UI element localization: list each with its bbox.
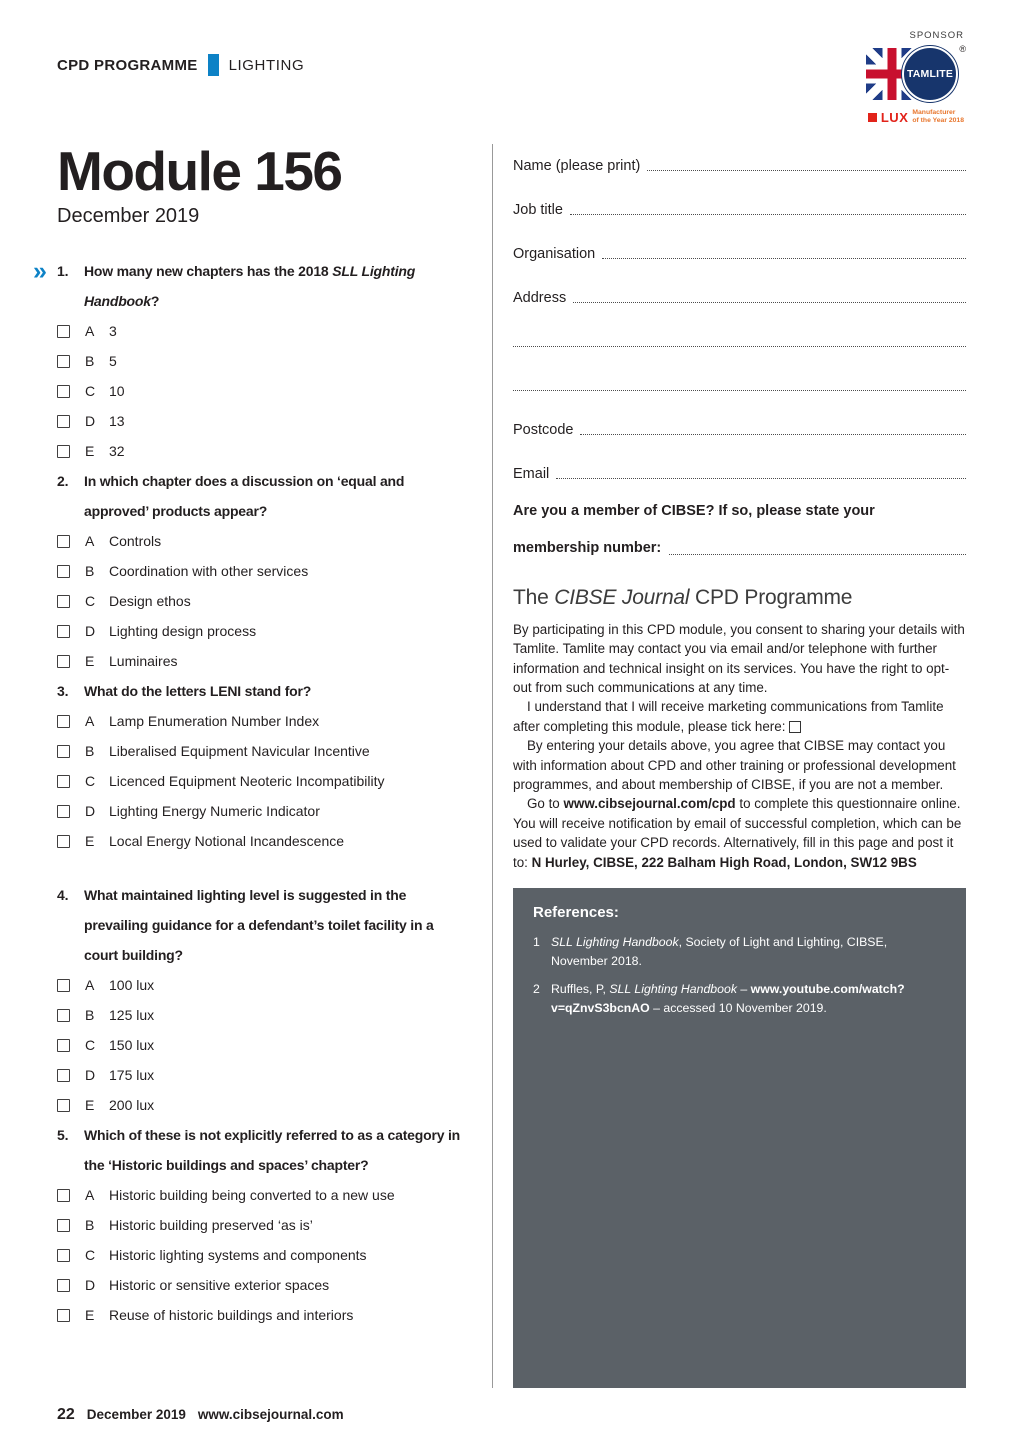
name-input-line[interactable] <box>647 169 966 171</box>
option-checkbox[interactable] <box>57 1309 70 1322</box>
answer-option[interactable] <box>57 616 477 646</box>
option-letter: C <box>85 1247 96 1263</box>
option-text: Lighting Energy Numeric Indicator <box>109 803 320 819</box>
organisation-field-label: Organisation <box>513 246 596 262</box>
reference-item <box>533 980 946 1018</box>
footer-url: www.cibsejournal.com <box>197 1407 344 1422</box>
answer-option[interactable] <box>57 376 477 406</box>
tamlite-wordmark: TAMLITE <box>902 46 958 102</box>
question-text: How many new chapters has the 2018 SLL Lighting Handbook? <box>84 263 416 309</box>
option-checkbox[interactable] <box>57 655 70 668</box>
job-title-input-line[interactable] <box>570 213 966 215</box>
option-checkbox[interactable] <box>57 1009 70 1022</box>
option-letter: C <box>85 383 96 399</box>
sponsor-label: SPONSOR <box>909 30 964 41</box>
question-number: 4. <box>57 887 69 903</box>
option-checkbox[interactable] <box>57 595 70 608</box>
organisation-field-row <box>513 218 966 262</box>
question-text: Which of these is not explicitly referred to as a category in the ‘Historic buildings and spaces’ chapter? <box>84 1127 461 1173</box>
address-input-line[interactable] <box>573 301 966 303</box>
answer-option[interactable] <box>57 1030 477 1060</box>
option-checkbox[interactable] <box>57 805 70 818</box>
option-checkbox[interactable] <box>57 835 70 848</box>
page-footer <box>57 1388 966 1424</box>
postcode-field-label: Postcode <box>513 422 574 438</box>
reference-number: 2 <box>533 982 540 997</box>
lux-award-line2: of the Year 2018 <box>912 117 964 125</box>
option-text: 5 <box>109 353 117 369</box>
option-text: Historic building preserved ‘as is’ <box>109 1217 313 1233</box>
option-letter: E <box>85 833 95 849</box>
option-letter: A <box>85 713 95 729</box>
form-column <box>493 144 966 1388</box>
question-2 <box>57 466 477 676</box>
answer-option[interactable] <box>57 406 477 436</box>
option-letter: C <box>85 1037 96 1053</box>
lux-award-text <box>912 109 964 125</box>
module-date: December 2019 <box>57 205 200 227</box>
option-letter: B <box>85 743 95 759</box>
question-number: 3. <box>57 683 69 699</box>
answer-option[interactable] <box>57 706 477 736</box>
contact-form <box>513 146 966 482</box>
references-panel <box>513 888 966 1388</box>
option-checkbox[interactable] <box>57 385 70 398</box>
option-text: 150 lux <box>109 1037 155 1053</box>
answer-option[interactable] <box>57 1060 477 1090</box>
option-checkbox[interactable] <box>57 1279 70 1292</box>
answer-option[interactable] <box>57 316 477 346</box>
name-field-row <box>513 146 966 174</box>
option-checkbox[interactable] <box>57 415 70 428</box>
option-letter: B <box>85 1217 95 1233</box>
answer-option[interactable] <box>57 1180 477 1210</box>
option-letter: E <box>85 443 95 459</box>
answer-option[interactable] <box>57 346 477 376</box>
cpd-paragraph-2: I understand that I will receive marketing communications from Tamlite after completing this module, please tick here: <box>513 699 944 734</box>
questions-column <box>33 140 477 1388</box>
email-field-row <box>513 438 966 482</box>
question-text: What maintained lighting level is suggested in the prevailing guidance for a defendant’s toilet facility in a court building? <box>84 887 434 963</box>
option-checkbox[interactable] <box>57 1249 70 1262</box>
organisation-input-line[interactable] <box>602 257 966 259</box>
cpd-paragraph-3: By entering your details above, you agree that CIBSE may contact you with information about CPD and other training or professional development programmes, and about membership of CIBSE, if you are not a member. <box>513 738 956 792</box>
option-text: 10 <box>109 383 125 399</box>
option-checkbox[interactable] <box>57 979 70 992</box>
question-text: What do the letters LENI stand for? <box>84 683 312 699</box>
cpd-programme-label: CPD PROGRAMME <box>57 56 198 74</box>
option-letter: A <box>85 1187 95 1203</box>
tick-here-checkbox[interactable] <box>789 721 801 733</box>
option-text: 125 lux <box>109 1007 155 1023</box>
option-checkbox[interactable] <box>57 535 70 548</box>
option-letter: D <box>85 413 96 429</box>
option-text: Historic lighting systems and components <box>109 1247 367 1263</box>
cpd-programme-heading: The CIBSE Journal CPD Programme <box>513 585 853 609</box>
option-text: Historic building being converted to a new use <box>109 1187 395 1203</box>
option-text: Local Energy Notional Incandescence <box>109 833 345 849</box>
option-text: 32 <box>109 443 125 459</box>
option-checkbox[interactable] <box>57 325 70 338</box>
option-text: Design ethos <box>109 593 191 609</box>
option-checkbox[interactable] <box>57 1099 70 1112</box>
question-text: In which chapter does a discussion on ‘equal and approved’ products appear? <box>84 473 405 519</box>
option-text: 200 lux <box>109 1097 155 1113</box>
option-checkbox[interactable] <box>57 715 70 728</box>
lux-brand: LUX <box>880 109 909 125</box>
question-2-head <box>57 466 477 526</box>
option-checkbox[interactable] <box>57 445 70 458</box>
option-letter: A <box>85 323 95 339</box>
option-letter: E <box>85 1097 95 1113</box>
page-number: 22 <box>57 1406 75 1423</box>
brand <box>57 54 304 76</box>
option-text: 175 lux <box>109 1067 155 1083</box>
option-text: Reuse of historic buildings and interiors <box>109 1307 354 1323</box>
option-text: Liberalised Equipment Navicular Incentive <box>109 743 370 759</box>
answer-option[interactable] <box>57 646 477 676</box>
option-checkbox[interactable] <box>57 745 70 758</box>
question-list <box>33 256 477 1330</box>
answer-option[interactable] <box>57 970 477 1000</box>
job-title-field-row <box>513 174 966 218</box>
address-field-row-2 <box>513 306 966 350</box>
answer-option[interactable] <box>57 736 477 766</box>
answer-option[interactable] <box>57 1090 477 1120</box>
lux-award-line1: Manufacturer <box>912 109 956 116</box>
option-text: Lamp Enumeration Number Index <box>109 713 320 729</box>
email-field-label: Email <box>513 466 550 482</box>
footer-date: December 2019 <box>86 1407 186 1422</box>
question-5 <box>57 1120 477 1330</box>
name-field-label: Name (please print) <box>513 158 641 174</box>
reference-text: SLL Lighting Handbook, Society of Light and Lighting, CIBSE, November 2018. <box>551 934 888 969</box>
answer-option[interactable] <box>57 436 477 466</box>
question-number: 5. <box>57 1127 69 1143</box>
content-columns <box>33 140 966 1388</box>
address-field-row <box>513 262 966 306</box>
option-letter: D <box>85 623 96 639</box>
email-input-line[interactable] <box>556 477 966 479</box>
postcode-input-line[interactable] <box>580 433 966 435</box>
job-title-field-label: Job title <box>513 202 563 218</box>
answer-option[interactable] <box>57 1270 477 1300</box>
option-checkbox[interactable] <box>57 1069 70 1082</box>
option-text: Licenced Equipment Neoteric Incompatibility <box>109 773 385 789</box>
option-text: Luminaires <box>109 653 178 669</box>
address-input-line-2[interactable] <box>513 345 966 347</box>
postcode-field-row <box>513 394 966 438</box>
question-1 <box>33 256 477 466</box>
chevron-icon: » <box>33 257 47 285</box>
answer-option[interactable] <box>57 766 477 796</box>
option-letter: B <box>85 353 95 369</box>
address-field-label: Address <box>513 290 567 306</box>
option-text: Lighting design process <box>109 623 257 639</box>
membership-number-input-line[interactable] <box>669 553 966 555</box>
membership-block <box>513 502 966 558</box>
answer-option[interactable] <box>57 1240 477 1270</box>
option-text: 13 <box>109 413 125 429</box>
cpd-programme-text <box>513 620 966 872</box>
option-letter: A <box>85 977 95 993</box>
option-letter: D <box>85 1277 96 1293</box>
answer-option[interactable] <box>57 556 477 586</box>
option-checkbox[interactable] <box>57 625 70 638</box>
option-text: 100 lux <box>109 977 155 993</box>
option-letter: D <box>85 1067 96 1083</box>
answer-option[interactable] <box>57 526 477 556</box>
option-text: Controls <box>109 533 162 549</box>
reference-item <box>533 933 946 971</box>
question-5-head <box>57 1120 477 1180</box>
answer-option[interactable] <box>57 826 477 856</box>
option-letter: E <box>85 653 95 669</box>
registered-mark: ® <box>959 44 966 54</box>
accent-bar <box>208 54 219 76</box>
answer-option[interactable] <box>57 796 477 826</box>
reference-text: Ruffles, P, SLL Lighting Handbook – www.youtube.com/watch?v=qZnvS3bcnAO – accessed 10 November 2019. <box>551 982 905 1016</box>
option-checkbox[interactable] <box>57 775 70 788</box>
option-text: Coordination with other services <box>109 563 309 579</box>
option-checkbox[interactable] <box>57 1219 70 1232</box>
question-4-head <box>57 880 477 970</box>
cpd-paragraph-1: By participating in this CPD module, you consent to sharing your details with Tamlite. Tamlite may contact you via email and/or telephone with further information and technical insight on its services. You have the right to opt-out from such communications at any time. <box>513 621 965 695</box>
reference-number: 1 <box>533 934 540 949</box>
membership-number-label: membership number: <box>513 539 662 556</box>
references-heading: References: <box>533 903 619 921</box>
answer-option[interactable] <box>57 1300 477 1330</box>
answer-option[interactable] <box>57 586 477 616</box>
tamlite-logo <box>866 46 966 102</box>
option-checkbox[interactable] <box>57 355 70 368</box>
lux-award <box>868 109 964 125</box>
membership-question: Are you a member of CIBSE? If so, please state your <box>513 503 875 519</box>
question-number: 2. <box>57 473 69 489</box>
option-text: 3 <box>109 323 117 339</box>
sponsor-block <box>866 30 966 125</box>
option-text: Historic or sensitive exterior spaces <box>109 1277 330 1293</box>
question-1-head <box>33 256 477 316</box>
address-input-line-3[interactable] <box>513 389 966 391</box>
topic-label: LIGHTING <box>228 56 305 74</box>
cpd-paragraph-4: Go to www.cibsejournal.com/cpd to complete this questionnaire online. You will receive notification by email of successful completion, which can be used to validate your CPD records. Alternatively, fill in this page and post it to: N Hurley, CIBSE, 222 Balham High Road, London, SW12 9BS <box>513 796 962 870</box>
lux-icon <box>868 113 877 122</box>
option-letter: A <box>85 533 95 549</box>
address-field-row-3 <box>513 350 966 394</box>
option-checkbox[interactable] <box>57 1189 70 1202</box>
option-letter: D <box>85 803 96 819</box>
answer-option[interactable] <box>57 1210 477 1240</box>
option-letter: B <box>85 563 95 579</box>
page-header <box>57 30 966 136</box>
answer-option[interactable] <box>57 1000 477 1030</box>
option-letter: E <box>85 1307 95 1323</box>
question-3 <box>57 676 477 856</box>
question-number: 1. <box>57 263 69 279</box>
option-letter: B <box>85 1007 95 1023</box>
option-checkbox[interactable] <box>57 1039 70 1052</box>
page-title: Module 156 <box>57 140 342 202</box>
question-4 <box>57 880 477 1120</box>
option-checkbox[interactable] <box>57 565 70 578</box>
question-3-head <box>57 676 477 706</box>
option-letter: C <box>85 773 96 789</box>
option-letter: C <box>85 593 96 609</box>
